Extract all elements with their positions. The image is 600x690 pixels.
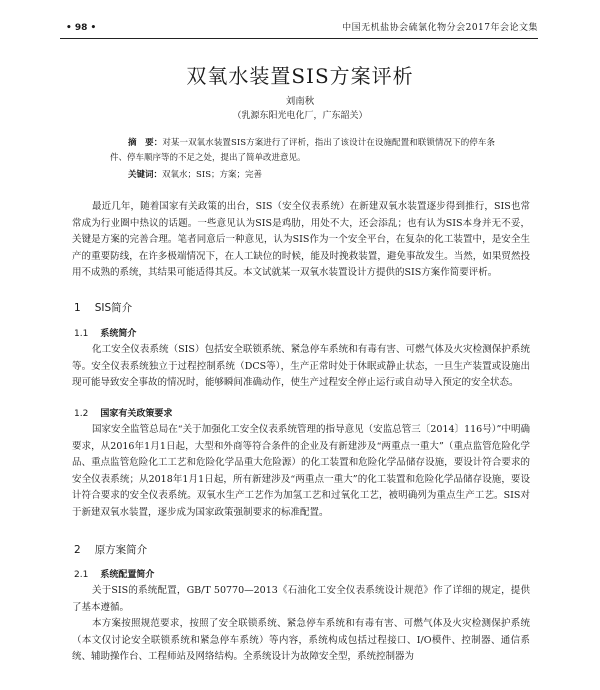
section-title: 原方案简介 <box>94 544 148 556</box>
keywords-text: 双氧水；SIS；方案；完善 <box>162 170 263 180</box>
section-heading-2 <box>74 542 147 558</box>
paper-affiliation: （乳源东阳光电化厂，广东韶关） <box>232 111 368 121</box>
abstract-text: 对某一双氧水装置SIS方案进行了评析，指出了该设计在设施配置和联锁情况下的停车条件、停车顺序等的不足之处，提出了简单改进意见。 <box>110 138 495 163</box>
keywords-label: 关键词： <box>128 170 163 180</box>
section-1-2-paragraph: 国家安全监管总局在“关于加强化工安全仪表系统管理的指导意见（安监总管三〔2014〕116号）”中明确要求，从2016年1月1日起，大型和外商等符合条件的企业及有新建涉及“两重点一重大”（重点监管危险化学品、重点监管危险化工工艺和危险化学品重大危险源）的化工装置和危险化学品储存设施，要设计符合要求的安全仪表系统；从2018年1月1日起，所有新建涉及“两重点一重大”的化工装置和危险化学品储存设施，要设计符合要求的安全仪表系统。双氧水生产工艺作为加氢工艺和过氧化工艺，被明确列为重点生产工艺。SIS对于新建双氧水装置，逐步成为国家政策强制要求的标准配置。 <box>72 424 530 518</box>
section-title: 系统配置简介 <box>100 570 155 580</box>
section-number: 2.1 <box>74 570 89 580</box>
section-title: 国家有关政策要求 <box>100 409 173 419</box>
intro-paragraph: 最近几年，随着国家有关政策的出台，SIS（安全仪表系统）在新建双氧水装置逐步得到推行，SIS也常常成为行业圈中热议的话题。一些意见认为SIS是鸡肋，用处不大，还会添乱；也有认为SIS本身并无不妥，关键是方案的完善合理。笔者同意后一种意见，认为SIS作为一个安全平台，在复杂的化工装置中，是安全生产的重要防线，在许多极端情况下，在人工缺位的时候，能及时挽救装置，避免事故发生。当然，如果贸然投用不成熟的系统，其结果可能适得其反。本文试就某一双氧水装置设计方提供的SIS方案作简要评析。 <box>72 201 530 279</box>
section-number: 2 <box>74 544 81 556</box>
running-header <box>60 20 538 36</box>
section-heading-2-1 <box>74 567 154 583</box>
paper-title: 双氧水装置SIS方案评析 <box>186 64 414 88</box>
section-2-1-paragraph: 关于SIS的系统配置，GB/T 50770—2013《石油化工安全仪表系统设计规范》作了详细的规定，提供了基本遵循。 <box>72 585 530 613</box>
header-rule <box>60 38 538 39</box>
paper-author: 刘南秋 <box>285 96 315 107</box>
section-number: 1.2 <box>74 409 89 419</box>
page-number: • 98 • <box>66 23 97 33</box>
section-1-1-paragraph: 化工安全仪表系统（SIS）包括安全联锁系统、紧急停车系统和有毒有害、可燃气体及火灾检测保护系统等。安全仪表系统独立于过程控制系统（DCS等），生产正常时处于休眠或静止状态，一旦生产装置或设施出现可能导致安全事故的情况时，能够瞬间准确动作，使生产过程安全停止运行或自动导入预定的安全状态。 <box>72 344 530 389</box>
section-2-1-paragraph-2: 本方案按照规范要求，按照了安全联锁系统、紧急停车系统和有毒有害、可燃气体及火灾检测保护系统（本文仅讨论安全联锁系统和紧急停车系统）等内容，系统构成包括过程接口、I/O模件、控制器、通信系统、辅助操作台、工程师站及网络结构。全系统设计为故障安全型，系统控制器为 <box>72 618 530 663</box>
section-heading-1-1 <box>74 326 136 342</box>
abstract-label: 摘 要： <box>128 138 163 148</box>
section-number: 1.1 <box>74 329 89 339</box>
section-heading-1 <box>74 300 132 316</box>
abstract <box>110 136 495 166</box>
journal-name: 中国无机盐协会硫氯化物分会2017年会论文集 <box>342 23 538 33</box>
section-title: 系统简介 <box>100 329 137 339</box>
section-title: SIS简介 <box>94 302 133 314</box>
keywords <box>128 168 498 183</box>
section-heading-1-2 <box>74 406 172 422</box>
section-number: 1 <box>74 302 81 314</box>
